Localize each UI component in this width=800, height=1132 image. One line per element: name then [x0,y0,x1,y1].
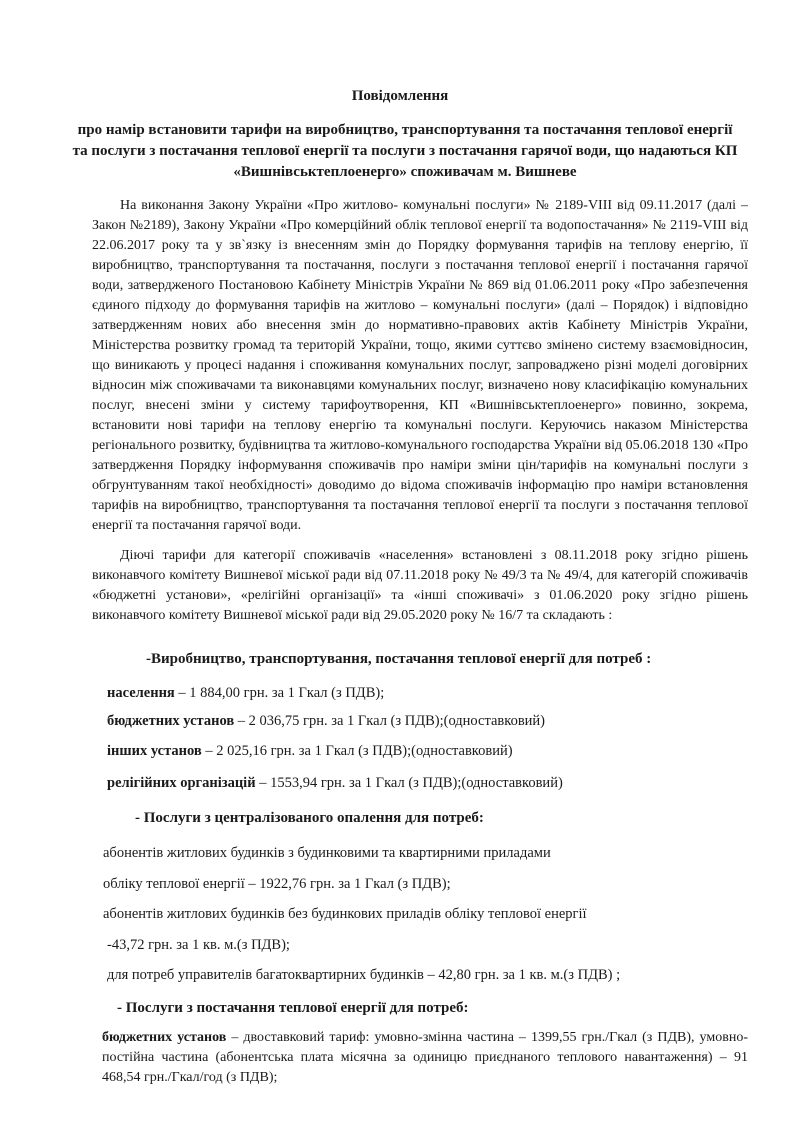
tariff-item-label: населення [107,685,175,701]
heat-supply-label: бюджетних установ [102,1030,227,1045]
tariff-item-value: – 2 025,16 грн. за 1 Гкал (з ПДВ);(одноставковий) [201,743,513,759]
tariff-item-value: – 1553,94 грн. за 1 Гкал (з ПДВ);(одноставковий) [255,775,563,791]
document-subtitle: про намір встановити тарифи на виробництво, транспортування та постачання теплової енергії та послуги з постачання теплової енергії та послуги з постачання гарячої води, що надаються КП «Вишнівськтеплоенерго» споживачам м. Вишневе [72,122,738,180]
tariff-item-religious [107,775,563,792]
heating-line-3: абонентів житлових будинків без будинкових приладів обліку теплової енергії [103,906,587,922]
heat-supply-value: – двоставковий тариф: умовно-змінна частина – 1399,55 грн./Гкал (з ПДВ), умовно-постійна частина (абонентська плата місячна за одиницю приєднаного теплового навантаження) – 91 468,54 грн./Гкал/год (з ПДВ); [102,1030,748,1085]
heating-line-1: абонентів житлових будинків з будинковими та квартирними приладами [103,845,551,861]
paragraph-current-tariffs: Діючі тарифи для категорії споживачів «населення» встановлені з 08.11.2018 року згідно рішень виконавчого комітету Вишневої міської ради від 07.11.2018 року № 49/3 та № 49/4, для категорій споживачів «бюджетні установи», «релігійні організації» та «інші споживачі» з 01.06.2020 року згідно рішень виконавчого комітету Вишневої міської ради від 29.05.2020 року № 16/7 та складають : [92,548,748,623]
tariff-item-population [107,685,384,702]
tariff-item-other [107,743,513,760]
heat-supply-budget-item [102,1028,748,1088]
tariff-item-label: релігійних організацій [107,775,256,791]
heating-line-5: для потреб управителів багатоквартирних будинків – 42,80 грн. за 1 кв. м.(з ПДВ) ; [107,967,621,983]
paragraph-legal-basis: На виконання Закону України «Про житлово- комунальні послуги» № 2189-VIII від 09.11.2017 (далі –Закон №2189), Закону України «Про комерційний облік теплової енергії та водопостачання» № 2119-VIII від 22.06.2017 року та у зв`язку із внесенням змін до Порядку формування тарифів на теплову енергію, її виробництво, транспортування та постачання, послуги з постачання теплової енергії і постачання гарячої води, затвердженого Постановою Кабінету Міністрів України № 869 від 01.06.2011 року «Про забезпечення єдиного підходу до формування тарифів на житлово – комунальні послуги» (далі – Порядок) і відповідно затвердженням нових або внесення змін до нормативно-правових актів Кабінету Міністрів України, Міністерства розвитку громад та територій України, тощо, якими суттєво змінено систему взаємовідносин, що виникають у процесі надання і споживання комунальних послуг, запроваджено різні моделі договірних відносин між споживачами та виконавцями комунальних послуг, визначено нову класифікацію комунальних послуг, внесені зміни у систему тарифоутворення, КП «Вишнівськтеплоенерго» повинно, зокрема, встановити нові тарифи на теплову енергію та комунальні послуги. Керуючись наказом Міністерства регіонального розвитку, будівництва та житлово-комунального господарства України від 05.06.2018 130 «Про затвердження Порядку інформування споживачів про наміри зміни цін/тарифів на комунальні послуги з обгрунтуванням такої необхідності» доводимо до відома споживачів інформацію про наміри встановлення тарифів на виробництво, транспортування та постачання теплової енергії та послуги з постачання теплової енергії та постачання гарячої води. [92,198,748,533]
document-title: Повідомлення [351,88,449,104]
tariff-item-value: – 1 884,00 грн. за 1 Гкал (з ПДВ); [174,685,385,701]
tariff-item-label: бюджетних установ [107,713,235,729]
tariff-item-label: інших установ [107,743,202,759]
section3-heading: - Послуги з постачання теплової енергії для потреб: [117,1000,469,1016]
tariff-item-value: – 2 036,75 грн. за 1 Гкал (з ПДВ);(одноставковий) [234,713,546,729]
section2-heading: - Послуги з централізованого опалення для потреб: [135,810,484,826]
heating-line-2: обліку теплової енергії – 1922,76 грн. за 1 Гкал (з ПДВ); [103,876,451,892]
tariff-item-budget [107,713,545,730]
heating-line-4: -43,72 грн. за 1 кв. м.(з ПДВ); [107,937,290,953]
section1-heading: -Виробництво, транспортування, постачання теплової енергії для потреб : [146,651,652,667]
